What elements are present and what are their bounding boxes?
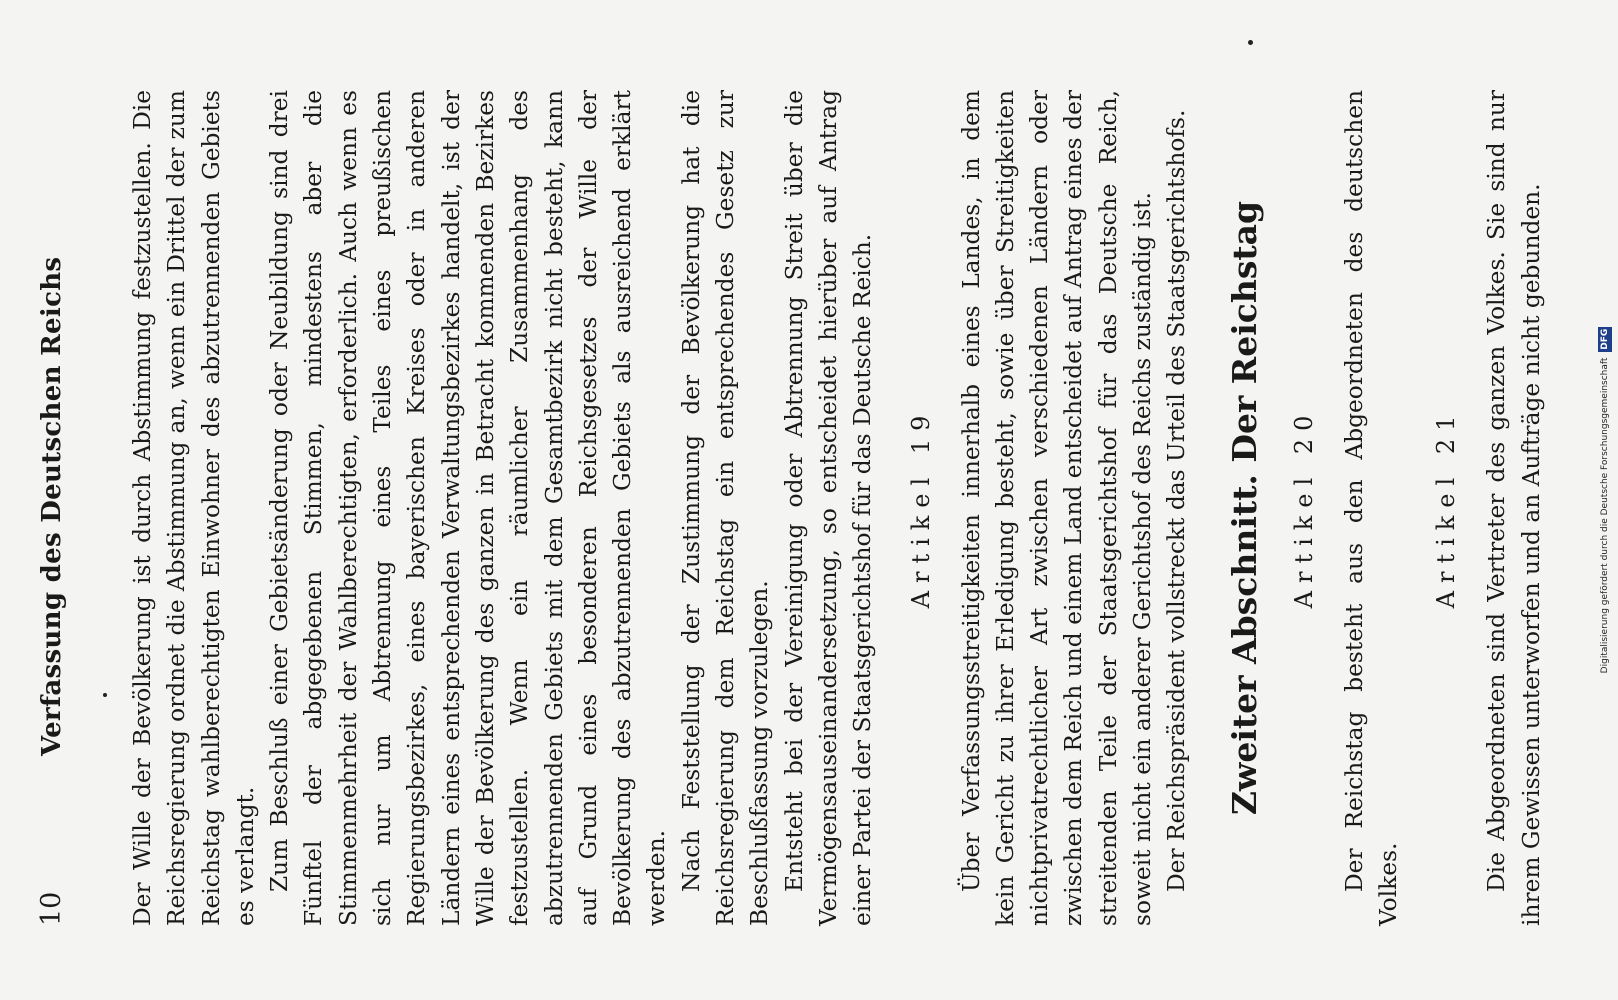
paragraph: Der Wille der Bevölkerung ist durch Abstimmung festzustellen. Die Reichsregierung ordnet die Abstimmung an, wenn ein Drittel der zum Reichstag wahlberechtigten Einwohner des abzutrennenden Gebiets es verlangt. xyxy=(129,90,259,926)
paragraph: Nach Feststellung der Zustimmung der Bevölkerung hat die Reichsregierung dem Reichstag ein entsprechendes Gesetz zur Beschlußfassung vorzulegen. xyxy=(677,90,774,926)
article-heading-21: Artikel 21 xyxy=(1432,407,1461,609)
paragraph: Entsteht bei der Vereinigung oder Abtrennung Streit über die Vermögensauseinandersetzung, so entscheidet hierüber auf Antrag einer Partei der Staatsgerichtshof für das Deutsche Reich. xyxy=(780,90,877,926)
paragraph: Zum Beschluß einer Gebietsänderung oder Neubildung sind drei Fünftel der abgegebenen Stimmen, mindestens aber die Stimmenmehrheit der Wahlberechtigten, erforderlich. Auch wenn es sich nur um Abtrennung eines Teiles eines preußischen Regierungsbezirkes, eines bayerischen Kreises oder in anderen Ländern eines entsprechenden Verwaltungsbezirkes handelt, ist der Wille der Bevölkerung des ganzen in Betracht kommenden Bezirkes festzustellen. Wenn ein räumlicher Zusammenhang des abzutrennenden Gebiets mit dem Gesamtbezirk nicht besteht, kann auf Grund eines besonderen Reichsgesetzes der Wille der Bevölkerung des abzutrennenden Gebiets als ausreichend erklärt werden. xyxy=(266,90,671,926)
credit-text: Digitalisierung gefördert durch die Deutsche Forschungsgemeinschaft xyxy=(1600,357,1610,674)
speck-mark xyxy=(1248,40,1253,45)
speck-mark xyxy=(103,693,107,697)
paragraph: Der Reichspräsident vollstreckt das Urteil des Staatsgerichtshofs. xyxy=(1163,109,1191,892)
dfg-logo: DFG xyxy=(1600,328,1610,350)
section-title: Zweiter Abschnitt. Der Reichstag xyxy=(1224,200,1264,816)
running-header xyxy=(36,90,88,926)
article-heading-20: Artikel 20 xyxy=(1289,407,1318,609)
running-title: Verfassung des Deutschen Reichs xyxy=(37,256,67,756)
paragraph: Über Verfassungsstreitigkeiten innerhalb eines Landes, in dem kein Gericht zu ihrer Erledigung besteht, sowie über Streitigkeiten nichtprivatrechtlicher Art zwischen verschiedenen Ländern oder zwischen dem Reich und einem Land entscheidet auf Antrag eines der streitenden Teile der Staatsgerichtshof für das Deutsche Reich, soweit nicht ein anderer Gerichtshof des Reichs zuständig ist. xyxy=(957,90,1157,926)
paragraph: Die Abgeordneten sind Vertreter des ganzen Volkes. Sie sind nur ihrem Gewissen unterworfen und an Aufträge nicht gebunden. xyxy=(1483,90,1545,926)
digitization-credit xyxy=(1598,0,1612,1000)
paragraph: Der Reichstag besteht aus den Abgeordneten des deutschen Volkes. xyxy=(1340,90,1402,926)
article-heading-19: Artikel 19 xyxy=(906,407,935,609)
page-number: 10 xyxy=(36,891,67,926)
